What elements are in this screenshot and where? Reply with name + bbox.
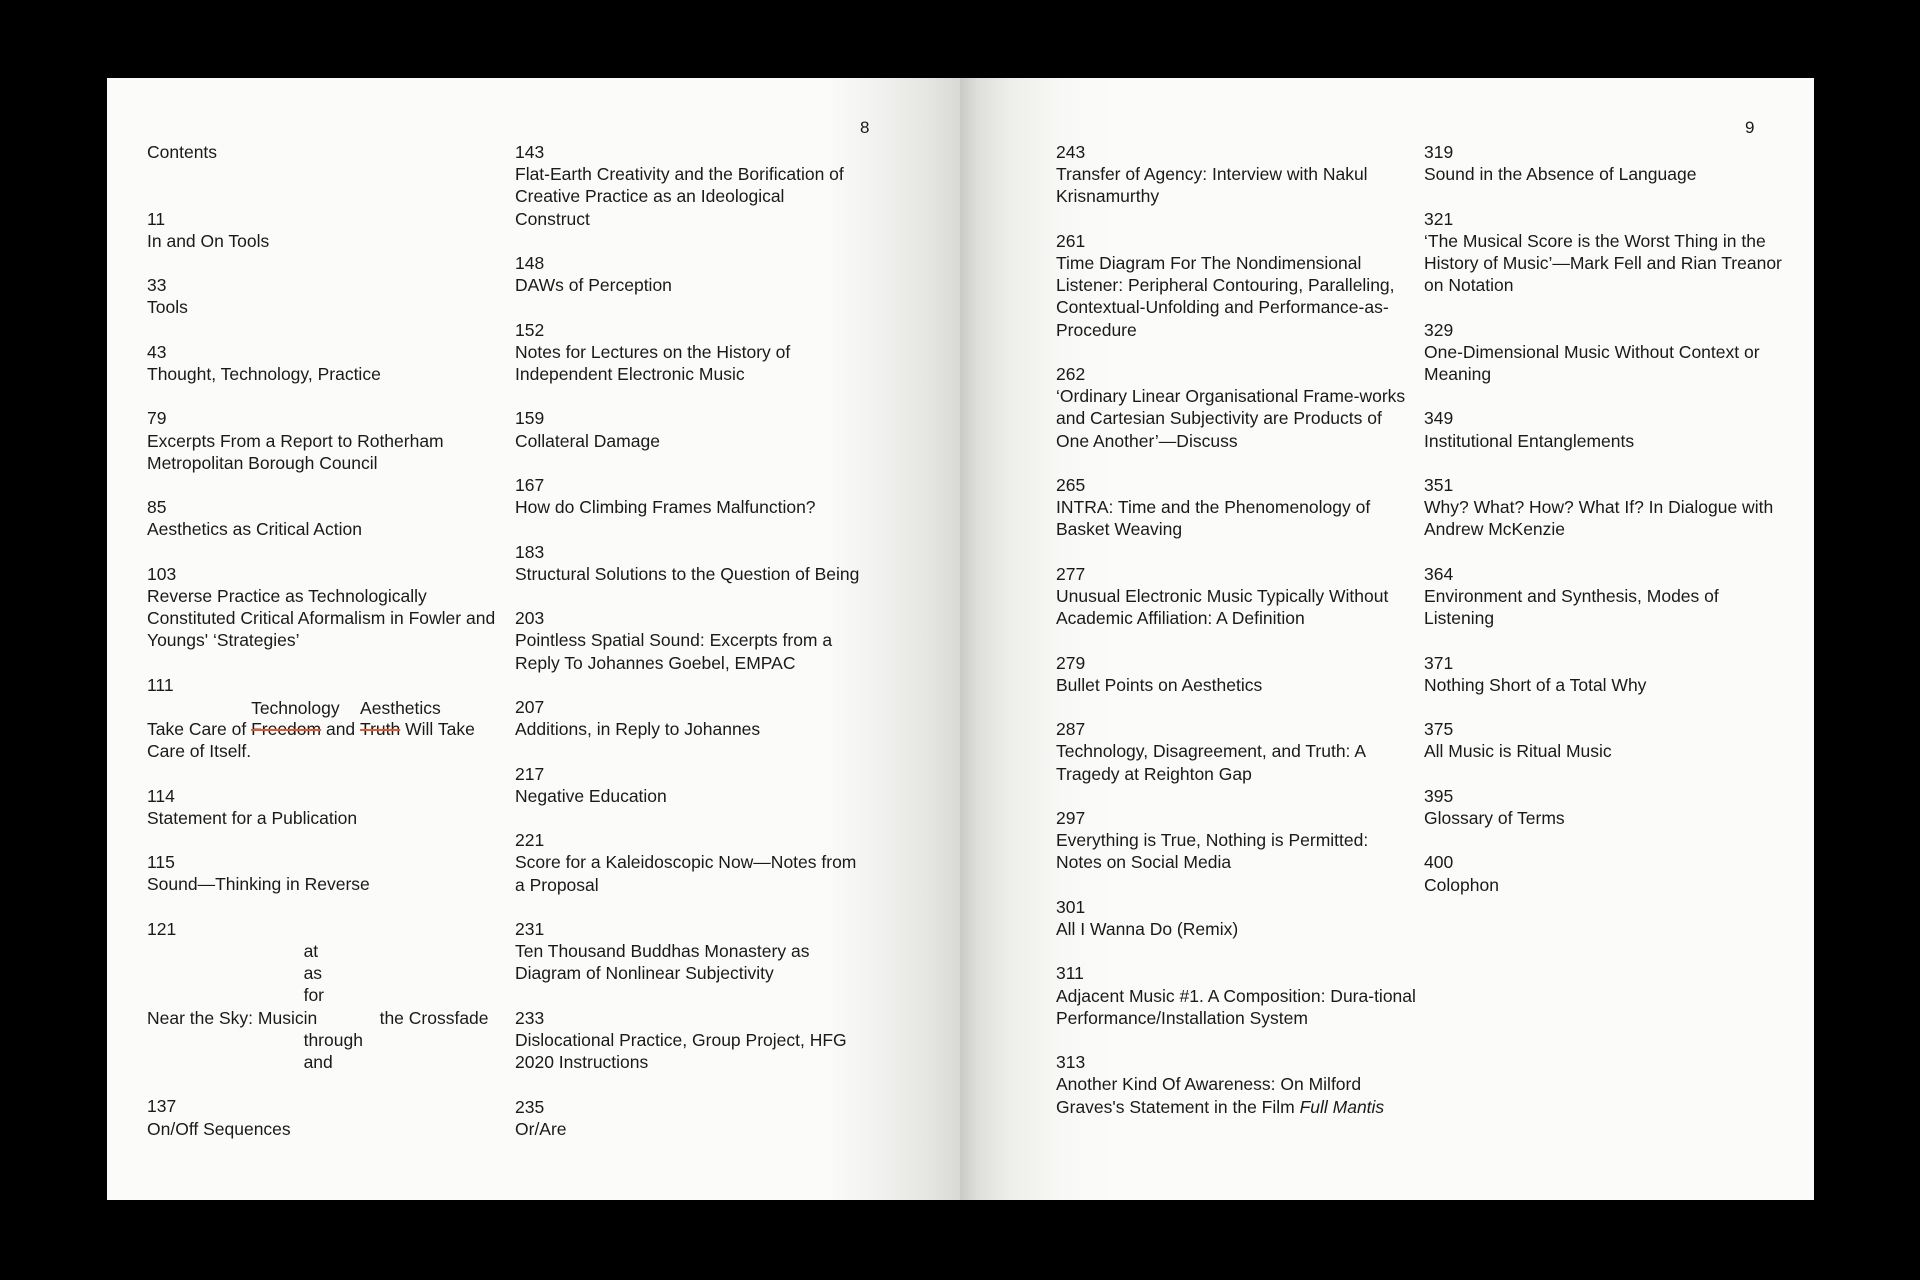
page-ref: 43 (147, 341, 167, 362)
page-ref: 143 (515, 142, 545, 162)
toc-entry[interactable] (147, 341, 507, 385)
toc-entry[interactable] (515, 763, 860, 807)
page-ref: 329 (1424, 319, 1454, 340)
entry-title: Statement for a Publication (147, 807, 358, 828)
entry-title: Sound—Thinking in Reverse (147, 874, 370, 895)
page-ref: 243 (1056, 142, 1086, 162)
page-ref: 152 (515, 319, 545, 340)
entry-title: In and On Tools (147, 230, 270, 251)
page-ref: 207 (515, 696, 545, 717)
page-ref: 364 (1424, 563, 1454, 584)
page-ref: 33 (147, 275, 167, 296)
entry-title: INTRA: Time and the Phenomenology of Basket Weaving (1056, 497, 1371, 540)
left-page (107, 78, 960, 1200)
toc-entry[interactable] (515, 1007, 860, 1074)
page-ref: 103 (147, 563, 177, 584)
entry-title: ‘The Musical Score is the Worst Thing in the History of Music’—Mark Fell and Rian Treanor on Notation (1424, 230, 1782, 296)
entry-title: Flat-Earth Creativity and the Borification of Creative Practice as an Ideological Construct (515, 164, 844, 229)
page-ref: 79 (147, 408, 167, 429)
page-ref: 371 (1424, 652, 1454, 673)
page-ref: 217 (515, 763, 545, 784)
toc-entry[interactable] (147, 851, 507, 895)
entry-title: Sound in the Absence of Language (1424, 164, 1697, 185)
entry-title: All Music is Ritual Music (1424, 741, 1612, 762)
word-option: for (303, 985, 325, 1006)
entry-title: Bullet Points on Aesthetics (1056, 674, 1263, 695)
page-ref: 395 (1424, 785, 1454, 806)
toc-entry[interactable]: 121 Near the Sky: Music at as for in through and the Crossfade (147, 918, 489, 1072)
toc-entry[interactable] (147, 274, 507, 318)
toc-entry[interactable] (1424, 652, 1784, 696)
page-ref: 311 (1056, 963, 1084, 984)
entry-title: Pointless Spatial Sound: Excerpts from a Reply To Johannes Goebel, EMPAC (515, 630, 833, 673)
toc-entry[interactable] (1056, 807, 1416, 874)
toc-entry[interactable] (515, 252, 860, 296)
entry-title: Or/Are (515, 1118, 567, 1139)
entry-title: Time Diagram For The Nondimensional Listener: Peripheral Contouring, Paralleling, Contextual-Unfolding and Performance-as-Procedure (1056, 253, 1395, 340)
entry-title: All I Wanna Do (Remix) (1056, 918, 1239, 939)
entry-title: Dislocational Practice, Group Project, HFG 2020 Instructions (515, 1029, 847, 1073)
page-ref: 137 (147, 1096, 177, 1117)
entry-title: Score for a Kaleidoscopic Now—Notes from a Proposal (515, 852, 857, 895)
entry-title: Excerpts From a Report to Rotherham Metropolitan Borough Council (147, 430, 444, 473)
toc-entry[interactable]: 111 Take Care of Technology Freedom and Aesthetics Truth Will Take Care of Itself. (147, 674, 475, 762)
page-ref: 231 (515, 918, 545, 939)
entry-title: Everything is True, Nothing is Permitted: Notes on Social Media (1056, 830, 1369, 873)
toc-entry[interactable] (1056, 363, 1416, 452)
entry-title: How do Climbing Frames Malfunction? (515, 497, 816, 518)
toc-entry[interactable] (1424, 407, 1784, 451)
toc-entry[interactable] (1424, 208, 1784, 297)
entry-title: Structural Solutions to the Question of Being (515, 563, 860, 584)
page-ref: 148 (515, 253, 545, 273)
contents-heading: Contents (147, 142, 218, 162)
toc-entry[interactable] (515, 541, 860, 585)
page-ref: 349 (1424, 408, 1454, 429)
page-ref: 85 (147, 497, 167, 518)
entry-title: Institutional Entanglements (1424, 430, 1635, 451)
entry-title: Colophon (1424, 874, 1499, 895)
toc-entry[interactable] (515, 918, 860, 985)
word-option: through (303, 1029, 363, 1050)
toc-entry[interactable] (147, 785, 507, 829)
page-number: 9 (1745, 118, 1755, 137)
toc-entry[interactable] (515, 696, 860, 740)
page-ref: 221 (515, 830, 545, 851)
book-spread (107, 78, 1814, 1200)
page-ref: 321 (1424, 208, 1454, 229)
toc-entry[interactable] (147, 563, 507, 652)
toc-entry[interactable] (1424, 563, 1784, 630)
entry-title: Ten Thousand Buddhas Monastery as Diagram of Nonlinear Subjectivity (515, 941, 810, 984)
page-ref: 115 (147, 852, 175, 873)
entry-title: Why? What? How? What If? In Dialogue with Andrew McKenzie (1424, 497, 1774, 540)
page-ref: 235 (515, 1096, 545, 1117)
page-ref: 159 (515, 408, 545, 429)
entry-title: Tools (147, 297, 188, 318)
page-ref: 167 (515, 474, 545, 495)
toc-entry[interactable] (1056, 474, 1416, 541)
page-ref: 301 (1056, 896, 1086, 917)
entry-title: Notes for Lectures on the History of Independent Electronic Music (515, 341, 791, 384)
contents-column-3 (1056, 141, 1416, 1140)
entry-title: Collateral Damage (515, 430, 660, 451)
page-ref: 351 (1424, 474, 1454, 495)
page-ref: 400 (1424, 852, 1454, 873)
entry-title: Adjacent Music #1. A Composition: Dura-tional Performance/Installation System (1056, 985, 1416, 1028)
entry-title: One-Dimensional Music Without Context or Meaning (1424, 341, 1760, 384)
entry-title: Technology, Disagreement, and Truth: A Tragedy at Reighton Gap (1056, 741, 1366, 784)
toc-entry[interactable] (1056, 141, 1416, 208)
toc-entry[interactable] (515, 319, 860, 386)
page-ref: 114 (147, 785, 175, 806)
entry-title: Reverse Practice as Technologically Constituted Critical Aformalism in Fowler and Youngs' ‘Strategies’ (147, 585, 496, 651)
page-ref: 183 (515, 541, 545, 562)
toc-entry[interactable] (1056, 962, 1416, 1029)
entry-title: Aesthetics as Critical Action (147, 519, 362, 540)
page-ref: 319 (1424, 142, 1454, 162)
word-option: at (303, 940, 319, 961)
toc-entry[interactable] (515, 829, 860, 896)
toc-entry[interactable] (515, 474, 860, 518)
page-ref: 233 (515, 1007, 545, 1028)
toc-entry[interactable] (1424, 474, 1784, 541)
entry-title: Glossary of Terms (1424, 807, 1565, 828)
page-ref: 203 (515, 608, 545, 629)
page-ref: 297 (1056, 807, 1086, 828)
toc-entry[interactable] (515, 607, 860, 674)
toc-entry[interactable] (147, 1095, 507, 1139)
entry-title: Unusual Electronic Music Typically Without Academic Affiliation: A Definition (1056, 586, 1389, 629)
toc-entry[interactable] (1056, 896, 1416, 940)
page-ref: 287 (1056, 719, 1086, 740)
toc-entry[interactable] (1424, 718, 1784, 762)
page-ref: 375 (1424, 719, 1454, 740)
page-ref: 11 (147, 208, 166, 229)
toc-entry[interactable] (147, 407, 507, 474)
toc-entry[interactable] (1424, 319, 1784, 386)
entry-title: Transfer of Agency: Interview with Nakul Krisnamurthy (1056, 164, 1368, 207)
contents-column-4 (1424, 141, 1784, 918)
toc-entry[interactable] (147, 496, 507, 540)
toc-entry[interactable] (1056, 230, 1416, 341)
contents-column-2 (515, 141, 860, 1162)
toc-entry[interactable] (1424, 141, 1784, 185)
toc-entry[interactable] (1056, 652, 1416, 696)
entry-title: ‘Ordinary Linear Organisational Frame-works and Cartesian Subjectivity are Products of One Another’—Discuss (1056, 386, 1406, 451)
entry-title: Thought, Technology, Practice (147, 363, 381, 384)
toc-entry[interactable] (1056, 563, 1416, 630)
entry-title: Environment and Synthesis, Modes of Listening (1424, 585, 1719, 629)
toc-entry[interactable] (515, 407, 860, 451)
entry-title: Nothing Short of a Total Why (1424, 674, 1647, 695)
entry-title: Additions, in Reply to Johannes (515, 719, 761, 740)
page-ref: 262 (1056, 364, 1086, 384)
word-option: as (303, 963, 323, 984)
toc-entry[interactable]: 313 Another Kind Of Awareness: On Milford Graves's Statement in the Film Full Mantis (1056, 1052, 1385, 1117)
page-ref: 279 (1056, 652, 1086, 673)
entry-title: DAWs of Perception (515, 275, 672, 296)
page-ref: 277 (1056, 563, 1086, 584)
page-ref: 265 (1056, 475, 1086, 495)
page-number: 8 (860, 118, 870, 137)
page-ref: 261 (1056, 230, 1086, 251)
contents-column-1 (147, 141, 507, 1162)
toc-entry[interactable] (1424, 785, 1784, 829)
word-option: in (303, 1007, 318, 1028)
toc-entry[interactable] (515, 141, 860, 230)
toc-entry[interactable] (147, 208, 507, 252)
right-page (960, 78, 1814, 1200)
entry-title: On/Off Sequences (147, 1118, 291, 1139)
toc-entry[interactable] (1424, 851, 1784, 895)
toc-entry[interactable] (515, 1096, 860, 1140)
toc-entry[interactable] (1056, 718, 1416, 785)
word-option: and (303, 1051, 333, 1072)
entry-title: Negative Education (515, 785, 667, 806)
